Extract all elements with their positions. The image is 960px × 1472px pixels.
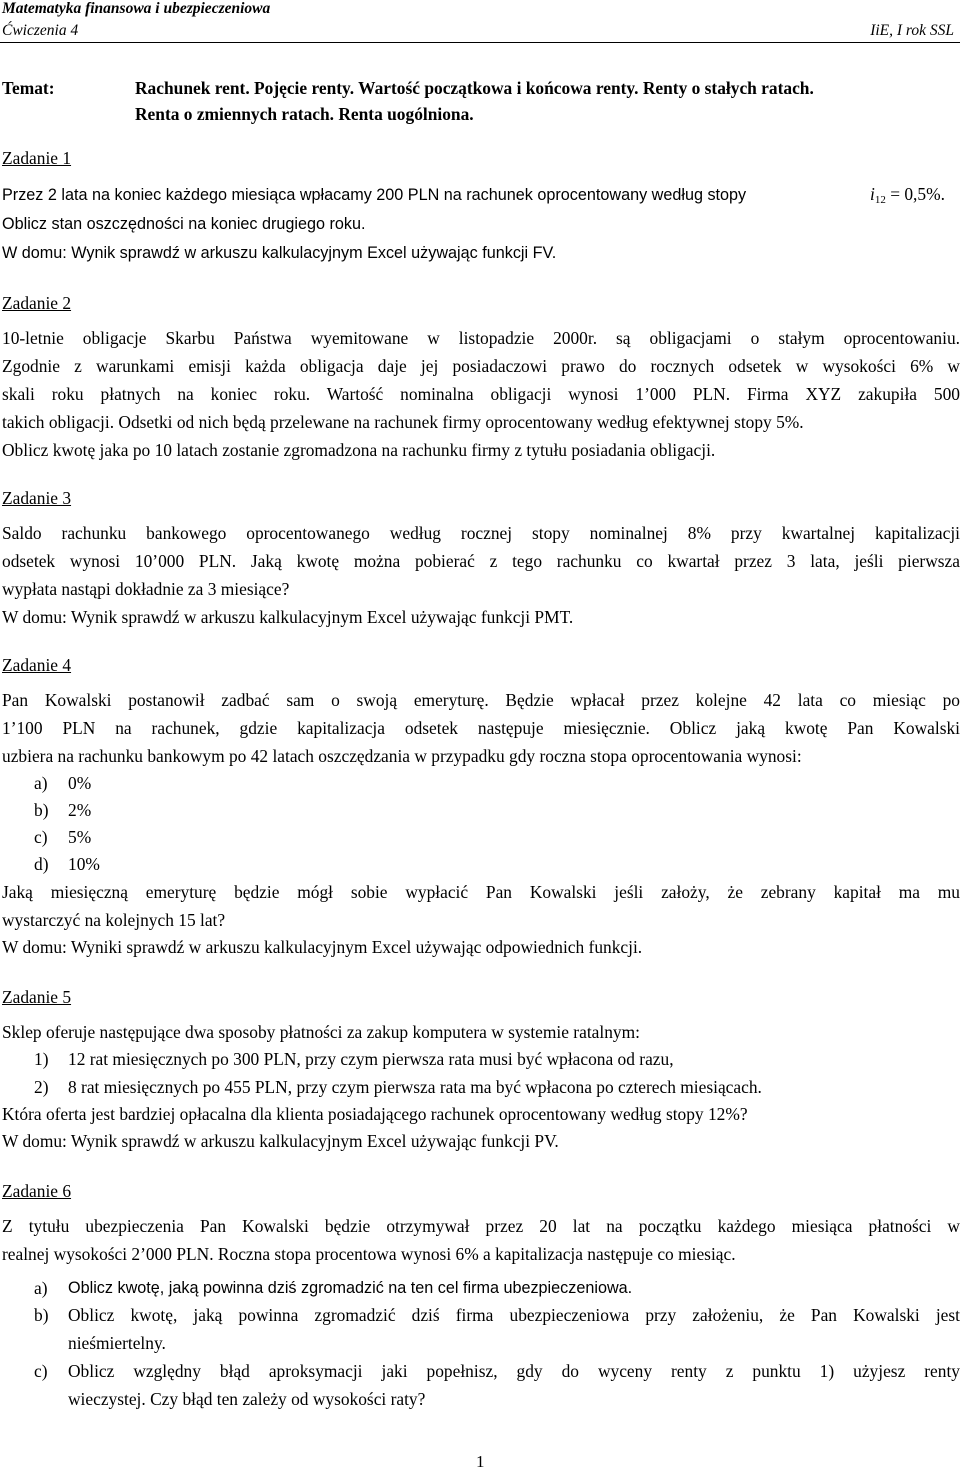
task-3-title: Zadanie 3 [2,488,72,508]
course-title: Matematyka finansowa i ubezpieczeniowa [2,0,271,17]
group-label: IiE, I rok SSL [870,22,954,39]
task-5-intro: Sklep oferuje następujące dwa sposoby płatności za zakup komputera w systemie ratalnym: [2,1022,640,1042]
task-2-line-4: takich obligacji. Odsetki od nich będą przelewane na rachunek firmy oprocentowany według efektywnej stopy 5%. [2,412,804,432]
task-6-option-c-line-1: Oblicz względny błąd aproksymacji jaki popełnisz, gdy do wyceny renty z punktu 1) użyjesz renty [68,1361,960,1381]
topic-line-2: Renta o zmiennych ratach. Renta uogólniona. [135,104,474,124]
task-4-title: Zadanie 4 [2,655,72,675]
task-2-line-2: Zgodnie z warunkami emisji każda obligacja daje jej posiadaczowi prawo do rocznych odsetek w wysokości 6% w [2,356,960,376]
task-5-option-1-text: 12 rat miesięcznych po 300 PLN, przy czym pierwsza rata musi być wpłacona od razu, [68,1049,674,1069]
task-3-line-4: W domu: Wynik sprawdź w arkuszu kalkulacyjnym Excel używając funkcji PMT. [2,607,574,627]
task-1-line-2: Oblicz stan oszczędności na koniec drugiego roku. [2,215,366,233]
topic-label: Temat: [2,78,55,98]
formula-value: = 0,5%. [885,184,945,204]
task-6-option-b-label: b) [34,1305,49,1325]
task-2-line-5: Oblicz kwotę jaka po 10 latach zostanie zgromadzona na rachunku firmy z tytułu posiadania obligacji. [2,440,716,460]
task-6-option-c-label: c) [34,1361,48,1381]
task-6-option-b-line-2: nieśmiertelny. [68,1333,166,1353]
task-6-option-a-label: a) [34,1278,48,1298]
exercise-label: Ćwiczenia 4 [2,22,79,39]
task-6-option-c-line-2: wieczystej. Czy błąd ten zależy od wysokości raty? [68,1389,426,1409]
task-4-after-1: Jaką miesięczną emeryturę będzie mógł sobie wypłacić Pan Kowalski jeśli założy, że zebrany kapitał ma mu [2,882,960,902]
header-divider [0,42,960,43]
topic-line-1: Rachunek rent. Pojęcie renty. Wartość początkowa i końcowa renty. Renty o stałych ratach. [135,78,814,98]
task-3-line-2: odsetek wynosi 10’000 PLN. Jaką kwotę można pobierać z tego rachunku co kwartał przez 3 lata, jeśli pierwsza [2,551,960,571]
task-4-option-d-label: d) [34,854,49,874]
task-1-line-1: Przez 2 lata na koniec każdego miesiąca wpłacamy 200 PLN na rachunek oprocentowany według stopy [2,186,747,204]
task-4-option-b-text: 2% [68,800,92,820]
task-4-option-a-label: a) [34,773,48,793]
task-3-line-1: Saldo rachunku bankowego oprocentowanego według rocznej stopy nominalnej 8% przy kwartalnej kapitalizacji [2,523,960,543]
task-5-after-2: W domu: Wynik sprawdź w arkuszu kalkulacyjnym Excel używając funkcji PV. [2,1131,559,1151]
task-1-formula [870,184,960,206]
task-4-line-3: uzbiera na rachunku bankowym po 42 latach oszczędzania w przypadku gdy roczna stopa oprocentowania wynosi: [2,746,802,766]
task-5-option-1-label: 1) [34,1049,49,1069]
task-4-option-c-text: 5% [68,827,92,847]
task-5-after-1: Która oferta jest bardziej opłacalna dla klienta posiadającego rachunek oprocentowany według stopy 12%? [2,1104,748,1124]
task-4-line-1: Pan Kowalski postanowił zadbać sam o swoją emeryturę. Będzie wpłacał przez kolejne 42 lata co miesiąc po [2,690,960,710]
task-4-line-2: 1’100 PLN na rachunek, gdzie kapitalizacja odsetek następuje miesięcznie. Oblicz jaką kwotę Pan Kowalski [2,718,960,738]
task-4-option-d-text: 10% [68,854,100,874]
page-number: 1 [476,1452,485,1471]
task-6-line-1: Z tytułu ubezpieczenia Pan Kowalski będzie otrzymywał przez 20 lat na początku każdego miesiąca płatności w [2,1216,960,1236]
task-5-title: Zadanie 5 [2,987,72,1007]
task-2-title: Zadanie 2 [2,293,72,313]
task-6-option-a-text: Oblicz kwotę, jaką powinna dziś zgromadzić na ten cel firma ubezpieczeniowa. [68,1279,633,1297]
task-6-title: Zadanie 6 [2,1181,72,1201]
task-6-option-b-line-1: Oblicz kwotę, jaką powinna zgromadzić dziś firma ubezpieczeniowa przy założeniu, że Pan Kowalski jest [68,1305,960,1325]
formula-variable: i [870,184,875,204]
task-5-option-2-text: 8 rat miesięcznych po 455 PLN, przy czym pierwsza rata ma być wpłacona po czterech miesiącach. [68,1077,762,1097]
formula-subscript: 12 [874,194,886,206]
task-4-option-c-label: c) [34,827,48,847]
task-2-line-3: skali roku płatnych na koniec roku. Wartość nominalna obligacji wynosi 1’000 PLN. Firma XYZ zakupiła 500 [2,384,960,404]
task-5-option-2-label: 2) [34,1077,49,1097]
task-4-after-3: W domu: Wyniki sprawdź w arkuszu kalkulacyjnym Excel używając odpowiednich funkcji. [2,937,643,957]
task-1-title: Zadanie 1 [2,148,72,168]
task-1-line-3: W domu: Wynik sprawdź w arkuszu kalkulacyjnym Excel używając funkcji FV. [2,244,557,262]
task-6-line-2: realnej wysokości 2’000 PLN. Roczna stopa procentowa wynosi 6% a kapitalizacja następuje co miesiąc. [2,1244,736,1264]
task-2-line-1: 10-letnie obligacje Skarbu Państwa wyemitowane w listopadzie 2000r. są obligacjami o stałym oprocentowaniu. [2,328,960,348]
task-4-after-2: wystarczyć na kolejnych 15 lat? [2,910,226,930]
task-4-option-a-text: 0% [68,773,92,793]
task-3-line-3: wypłata nastąpi dokładnie za 3 miesiące? [2,579,290,599]
task-4-option-b-label: b) [34,800,49,820]
